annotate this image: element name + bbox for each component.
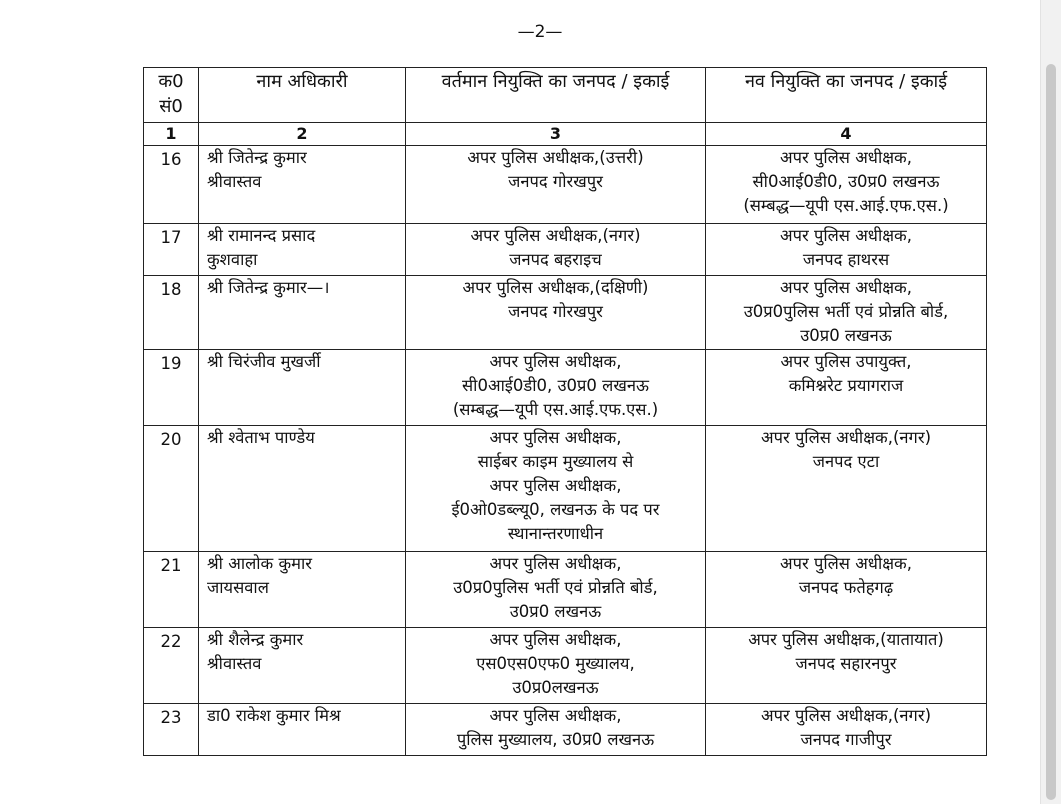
header-row	[144, 68, 987, 123]
vertical-scrollbar[interactable]	[1040, 0, 1061, 804]
column-number: 2	[199, 123, 406, 146]
officer-name: डा0 राकेश कुमार मिश्र	[199, 704, 406, 756]
current-posting: अपर पुलिस अधीक्षक,(उत्तरी) जनपद गोरखपुर	[406, 146, 706, 224]
new-posting: अपर पुलिस अधीक्षक,(यातायात) जनपद सहारनपुर	[706, 628, 987, 704]
officer-name: श्री रामानन्द प्रसाद कुशवाहा	[199, 224, 406, 276]
header-officer-name: नाम अधिकारी	[199, 68, 406, 123]
serial-number: 20	[144, 426, 199, 552]
table-row	[144, 224, 987, 276]
officer-name: श्री आलोक कुमार जायसवाल	[199, 552, 406, 628]
table-row	[144, 350, 987, 426]
serial-number: 19	[144, 350, 199, 426]
header-serial: क0 सं0	[144, 68, 199, 123]
current-posting: अपर पुलिस अधीक्षक, साईबर काइम मुख्यालय से अपर पुलिस अधीक्षक, ई0ओ0डब्ल्यू0, लखनऊ के पद पर स्थानान्तरणाधीन	[406, 426, 706, 552]
transfer-table	[143, 67, 987, 756]
officer-name: श्री जितेन्द्र कुमार—।	[199, 276, 406, 350]
current-posting: अपर पुलिस अधीक्षक,(दक्षिणी) जनपद गोरखपुर	[406, 276, 706, 350]
officer-name: श्री चिरंजीव मुखर्जी	[199, 350, 406, 426]
current-posting: अपर पुलिस अधीक्षक, उ0प्र0पुलिस भर्ती एवं प्रोन्नति बोर्ड, उ0प्र0 लखनऊ	[406, 552, 706, 628]
column-number: 1	[144, 123, 199, 146]
header-current-posting: वर्तमान नियुक्ति का जनपद / इकाई	[406, 68, 706, 123]
serial-number: 22	[144, 628, 199, 704]
column-number: 4	[706, 123, 987, 146]
new-posting: अपर पुलिस अधीक्षक, जनपद फतेहगढ़	[706, 552, 987, 628]
officer-name: श्री श्वेताभ पाण्डेय	[199, 426, 406, 552]
page-number: —2—	[517, 22, 563, 42]
new-posting: अपर पुलिस उपायुक्त, कमिश्नरेट प्रयागराज	[706, 350, 987, 426]
current-posting: अपर पुलिस अधीक्षक,(नगर) जनपद बहराइच	[406, 224, 706, 276]
column-number-row	[144, 123, 987, 146]
serial-number: 21	[144, 552, 199, 628]
scrollbar-thumb[interactable]	[1046, 64, 1056, 800]
new-posting: अपर पुलिस अधीक्षक, सी0आई0डी0, उ0प्र0 लखनऊ (सम्बद्ध—यूपी एस.आई.एफ.एस.)	[706, 146, 987, 224]
table-row	[144, 552, 987, 628]
officer-name: श्री जितेन्द्र कुमार श्रीवास्तव	[199, 146, 406, 224]
new-posting: अपर पुलिस अधीक्षक,(नगर) जनपद एटा	[706, 426, 987, 552]
current-posting: अपर पुलिस अधीक्षक, सी0आई0डी0, उ0प्र0 लखनऊ (सम्बद्ध—यूपी एस.आई.एफ.एस.)	[406, 350, 706, 426]
serial-number: 16	[144, 146, 199, 224]
table-row	[144, 628, 987, 704]
serial-number: 23	[144, 704, 199, 756]
new-posting: अपर पुलिस अधीक्षक,(नगर) जनपद गाजीपुर	[706, 704, 987, 756]
table-row	[144, 146, 987, 224]
officer-name: श्री शैलेन्द्र कुमार श्रीवास्तव	[199, 628, 406, 704]
current-posting: अपर पुलिस अधीक्षक, एस0एस0एफ0 मुख्यालय, उ0प्र0लखनऊ	[406, 628, 706, 704]
new-posting: अपर पुलिस अधीक्षक, जनपद हाथरस	[706, 224, 987, 276]
table-row	[144, 276, 987, 350]
table-row	[144, 704, 987, 756]
column-number: 3	[406, 123, 706, 146]
new-posting: अपर पुलिस अधीक्षक, उ0प्र0पुलिस भर्ती एवं प्रोन्नति बोर्ड, उ0प्र0 लखनऊ	[706, 276, 987, 350]
header-new-posting: नव नियुक्ति का जनपद / इकाई	[706, 68, 987, 123]
current-posting: अपर पुलिस अधीक्षक, पुलिस मुख्यालय, उ0प्र0 लखनऊ	[406, 704, 706, 756]
serial-number: 18	[144, 276, 199, 350]
table-row	[144, 426, 987, 552]
serial-number: 17	[144, 224, 199, 276]
